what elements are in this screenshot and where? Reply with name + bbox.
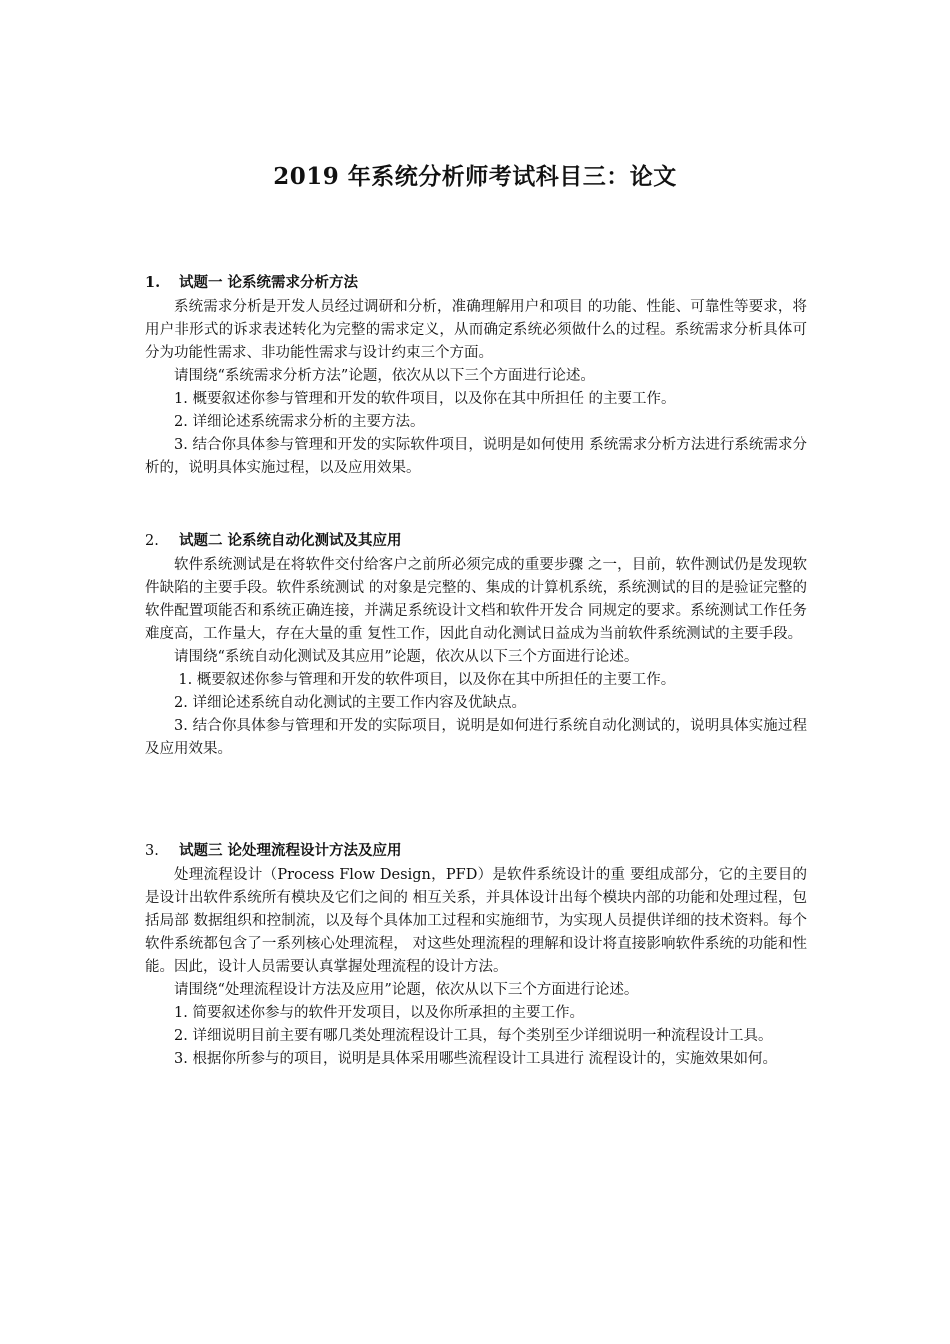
question-prompt: 请围绕“系统自动化测试及其应用”论题，依次从以下三个方面进行论述。 xyxy=(174,649,639,665)
question-item: 2. 详细说明目前主要有哪几类处理流程设计工具，每个类别至少详细说明一种流程设计工具。 xyxy=(174,1028,773,1044)
question-prompt: 请围绕“处理流程设计方法及应用”论题，依次从以下三个方面进行论述。 xyxy=(174,982,639,998)
page-title: 2019 年系统分析师考试科目三：论文 xyxy=(273,163,677,190)
question-section-2 xyxy=(145,528,807,761)
question-intro: 系统需求分析是开发人员经过调研和分析，准确理解用户和项目 的功能、性能、可靠性等要求，将用户非形式的诉求表述转化为完整的需求定义，从而确定系统必须做什么的过程。系统需求分析具体可 分为功能性需求、非功能性需求与设计约束三个方面。 xyxy=(145,299,807,361)
question-item: 1. 简要叙述你参与的软件开发项目，以及你所承担的主要工作。 xyxy=(174,1005,584,1021)
question-heading xyxy=(145,270,807,296)
question-item: 3. 结合你具体参与管理和开发的实际软件项目，说明是如何使用 系统需求分析方法进行系统需求分析的，说明具体实施过程，以及应用效果。 xyxy=(145,437,807,476)
question-intro: 处理流程设计（Process Flow Design，PFD）是软件系统设计的重 要组成部分，它的主要目的是设计出软件系统所有模块及它们之间的 相互关系，并具体设计出每个模块内部的功能和处理过程，包括局部 数据组织和控制流，以及每个具体加工过程和实施细节，为实现人员提供详细的技术资料。每个软件系统都包含了一系列核心处理流程， 对这些处理流程的理解和设计将直接影响软件系统的功能和性能。因此，设计人员需要认真掌握处理流程的设计方法。 xyxy=(145,867,807,975)
question-intro: 软件系统测试是在将软件交付给客户之前所必须完成的重要步骤 之一，目前，软件测试仍是发现软件缺陷的主要手段。软件系统测试 的对象是完整的、集成的计算机系统，系统测试的目的是验证完整的 软件配置项能否和系统正确连接，并满足系统设计文档和软件开发合 同规定的要求。系统测试工作任务难度高，工作量大，存在大量的重 复性工作，因此自动化测试日益成为当前软件系统测试的主要手段。 xyxy=(145,557,807,642)
question-title: 试题二 论系统自动化测试及其应用 xyxy=(179,532,402,549)
question-prompt: 请围绕“系统需求分析方法”论题，依次从以下三个方面进行论述。 xyxy=(174,368,595,384)
question-item: 1. 概要叙述你参与管理和开发的软件项目，以及你在其中所担任 的主要工作。 xyxy=(174,391,676,407)
question-section-1 xyxy=(145,270,807,480)
question-title: 试题三 论处理流程设计方法及应用 xyxy=(179,842,402,859)
question-heading xyxy=(145,838,807,864)
question-item: 2. 详细论述系统需求分析的主要方法。 xyxy=(174,414,425,430)
question-item: 3. 结合你具体参与管理和开发的实际项目，说明是如何进行系统自动化测试的，说明具体实施过程及应用效果。 xyxy=(145,718,807,757)
question-section-3 xyxy=(145,838,807,1071)
question-heading xyxy=(145,528,807,554)
question-item: 2. 详细论述系统自动化测试的主要工作内容及优缺点。 xyxy=(174,695,526,711)
question-item: 1. 概要叙述你参与管理和开发的软件项目，以及你在其中所担任的主要工作。 xyxy=(178,672,676,688)
question-item: 3. 根据你所参与的项目，说明是具体采用哪些流程设计工具进行 流程设计的，实施效果如何。 xyxy=(174,1051,778,1067)
question-title: 试题一 论系统需求分析方法 xyxy=(179,274,359,291)
question-number: 1. xyxy=(145,274,161,291)
question-number: 2. xyxy=(145,533,159,549)
question-number: 3. xyxy=(145,843,159,859)
